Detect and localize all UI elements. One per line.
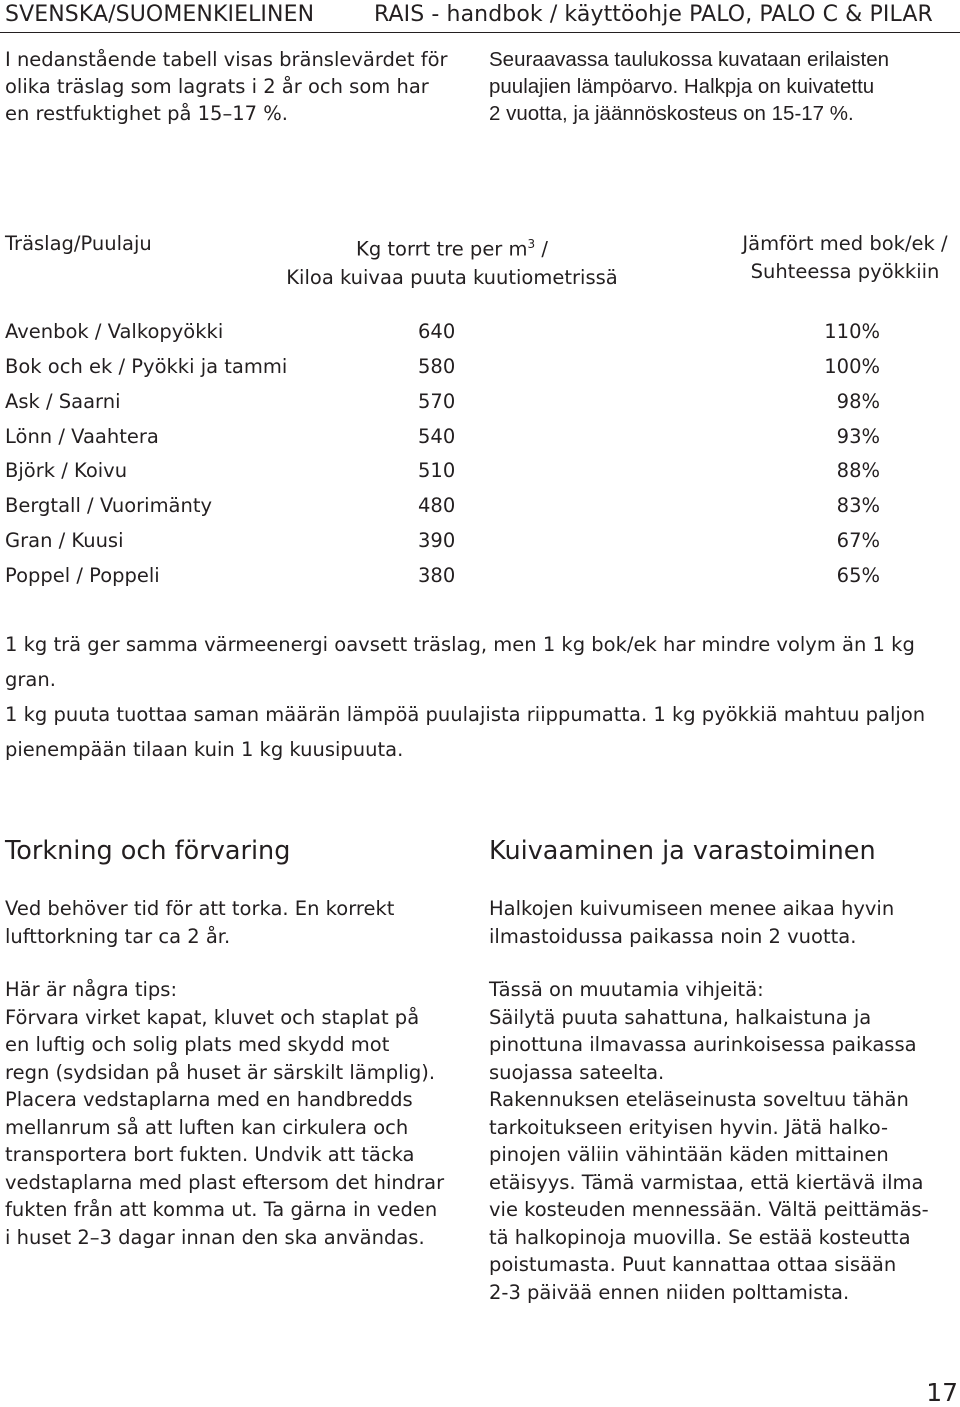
- table-row: [5, 419, 905, 454]
- table-header-kg-line1-end: /: [535, 237, 548, 261]
- tips-finnish: Tässä on muutamia vihjeitä: Säilytä puuta sahattuna, halkaistuna ja pinottuna ilmavassa aurinkoisessa paikassa suojassa sateelta. Rakennuksen eteläseinusta soveltuu tähän tarkoitukseen erityisen hyvin. Jätä halko- pinojen väliin vähintään käden mittainen etäisyys. Tämä varmistaa, että kiertävä ilma vie kosteuden mennessään. Vältä peittämäs- tä halkopinoja muovilla. Se estää kosteutta poistumasta. Puut kannattaa ottaa sisään 2-3 päivää ennen niiden polttamista.: [489, 978, 929, 1304]
- percent-cell: 93%: [836, 425, 880, 448]
- kg-cell: 480: [418, 494, 456, 517]
- table-row: [5, 488, 905, 523]
- section-title-finnish: Kuivaaminen ja varastoiminen: [489, 836, 876, 866]
- species-cell: Gran / Kuusi: [5, 529, 124, 552]
- table-header-kg: [262, 230, 642, 292]
- species-cell: Björk / Koivu: [5, 459, 128, 482]
- percent-cell: 110%: [824, 320, 880, 343]
- page-number: 17: [926, 1378, 958, 1407]
- percent-cell: 67%: [836, 529, 880, 552]
- kg-cell: 580: [418, 355, 456, 378]
- table-row: [5, 384, 905, 419]
- table-row: [5, 523, 905, 558]
- percent-cell: 100%: [824, 355, 880, 378]
- table-header-compare-line1: Jämfört med bok/ek /: [742, 232, 948, 255]
- kg-cell: 540: [418, 425, 456, 448]
- header-divider: [0, 32, 960, 33]
- section-title-swedish: Torkning och förvaring: [5, 836, 291, 866]
- drying-intro-finnish: Halkojen kuivumiseen menee aikaa hyvin ilmastoidussa paikassa noin 2 vuotta.: [489, 897, 895, 948]
- species-cell: Lönn / Vaahtera: [5, 425, 159, 448]
- table-header-kg-line2: Kiloa kuivaa puuta kuutiometrissä: [286, 265, 618, 289]
- kg-cell: 570: [418, 390, 456, 413]
- table-row: [5, 558, 905, 593]
- table-header-kg-sup: 3: [527, 237, 536, 251]
- intro-finnish: Seuraavassa taulukossa kuvataan erilaisten puulajien lämpöarvo. Halkpja on kuivatettu 2 vuotta, ja jäännöskosteus on 15-17 %.: [489, 48, 889, 125]
- species-cell: Bergtall / Vuorimänty: [5, 494, 213, 517]
- table-row: [5, 349, 905, 384]
- species-cell: Avenbok / Valkopyökki: [5, 320, 224, 343]
- kg-cell: 390: [418, 529, 456, 552]
- species-cell: Ask / Saarni: [5, 390, 121, 413]
- kg-cell: 510: [418, 459, 456, 482]
- tips-swedish: Här är några tips: Förvara virket kapat, kluvet och staplat på en luftig och solig plats med skydd mot regn (sydsidan på huset är särskilt lämplig). Placera vedstaplarna med en handbredds mellanrum så att luften kan cirkulera och transportera bort fukten. Undvik att täcka vedstaplarna med plast eftersom det hindrar fukten från att komma ut. Ta gärna in veden i huset 2–3 dagar innan den ska användas.: [5, 978, 445, 1249]
- kg-cell: 640: [418, 320, 456, 343]
- header-left-title: SVENSKA/SUOMENKIELINEN: [5, 2, 315, 27]
- percent-cell: 65%: [836, 564, 880, 587]
- header-right-title: RAIS - handbok / käyttöohje PALO, PALO C & PILAR: [374, 2, 933, 27]
- kg-cell: 380: [418, 564, 456, 587]
- table-header-compare-line2: Suhteessa pyökkiin: [750, 260, 940, 283]
- note-finnish: 1 kg puuta tuottaa saman määrän lämpöä puulajista riippumatta. 1 kg pyökkiä mahtuu paljon pienempään tilaan kuin 1 kg kuusipuuta.: [5, 703, 926, 761]
- species-cell: Poppel / Poppeli: [5, 564, 160, 587]
- percent-cell: 98%: [836, 390, 880, 413]
- table-row: [5, 314, 905, 349]
- species-cell: Bok och ek / Pyökki ja tammi: [5, 355, 288, 378]
- table-header-species: Träslag/Puulaju: [5, 232, 152, 255]
- table-header-compare: [707, 230, 960, 286]
- table-header-kg-line1: Kg torrt tre per m: [356, 237, 528, 261]
- percent-cell: 83%: [836, 494, 880, 517]
- drying-intro-swedish: Ved behöver tid för att torka. En korrekt lufttorkning tar ca 2 år.: [5, 897, 395, 948]
- intro-swedish: I nedanstående tabell visas bränslevärdet för olika träslag som lagrats i 2 år och som har en restfuktighet på 15–17 %.: [5, 48, 448, 125]
- percent-cell: 88%: [836, 459, 880, 482]
- table-row: [5, 453, 905, 488]
- note-swedish: 1 kg trä ger samma värmeenergi oavsett träslag, men 1 kg bok/ek har mindre volym än 1 kg gran.: [5, 633, 915, 691]
